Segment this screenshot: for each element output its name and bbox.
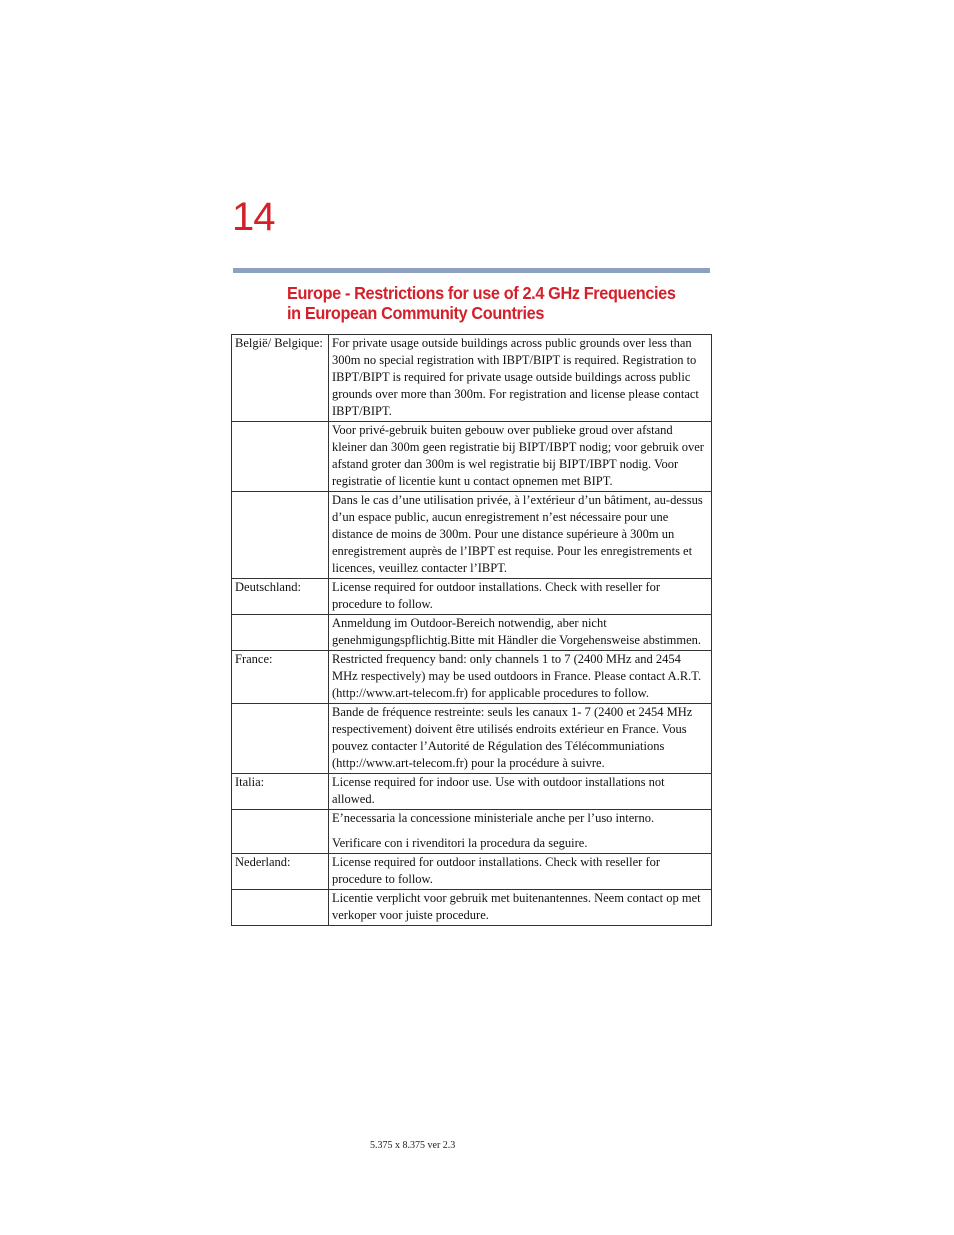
country-cell — [232, 615, 329, 651]
table-row — [232, 615, 712, 651]
regulation-text-cell — [329, 810, 712, 854]
country-cell: France: — [232, 651, 329, 704]
regulation-text-cell — [329, 579, 712, 615]
regulation-text: License required for indoor use. Use with outdoor installations not allowed. — [332, 775, 665, 806]
country-cell — [232, 422, 329, 492]
regulation-text-cell — [329, 704, 712, 774]
regulation-text: Bande de fréquence restreinte: seuls les canaux 1- 7 (2400 et 2454 MHz respectivement) doivent être utilisés endroits extérieur en France. Vous pouvez contacter l’Autorité de Régulation des Télécommuniations (http://www.art-telecom.fr) pour la procédure à suivre. — [332, 705, 693, 770]
regulation-text: Licentie verplicht voor gebruik met buitenantennes. Neem contact op met verkoper voor juiste procedure. — [332, 891, 701, 922]
regulation-text: License required for outdoor installations. Check with reseller for procedure to follow. — [332, 580, 661, 611]
regulation-text-cell — [329, 890, 712, 926]
country-cell: Italia: — [232, 774, 329, 810]
table-row — [232, 492, 712, 579]
country-cell — [232, 704, 329, 774]
country-cell: België/ Belgique: — [232, 335, 329, 422]
regulation-text-cell — [329, 651, 712, 704]
header-rule — [233, 268, 710, 273]
country-cell: Nederland: — [232, 854, 329, 890]
country-cell — [232, 492, 329, 579]
regulation-text: Anmeldung im Outdoor-Bereich notwendig, aber nicht genehmigungspflichtig.Bitte mit Händler die Vorgehensweise abstimmen. — [332, 616, 702, 647]
regulation-text: License required for outdoor installations. Check with reseller for procedure to follow. — [332, 855, 661, 886]
regulation-text: Verificare con i rivenditori la procedura da seguire. — [332, 836, 588, 850]
regulation-text-cell — [329, 774, 712, 810]
regulation-text: For private usage outside buildings across public grounds over less than 300m no special registration with IBPT/BIPT is required. Registration to IBPT/BIPT is required for private usage outside buildings across public grounds over more than 300m. For registration and license please contact IBPT/BIPT. — [332, 336, 699, 418]
regulation-text-cell — [329, 854, 712, 890]
regulation-text-cell — [329, 422, 712, 492]
regulation-text: Voor privé-gebruik buiten gebouw over publieke groud over afstand kleiner dan 300m geen registratie bij BIPT/IBPT nodig; voor gebruik over afstand groter dan 300m is wel registratie bij BIPT/IBPT nodig. Voor registratie of licentie kunt u contact opnemen met BIPT. — [332, 423, 704, 488]
country-cell: Deutschland: — [232, 579, 329, 615]
regulation-text-cell — [329, 335, 712, 422]
table-row — [232, 854, 712, 890]
table-row — [232, 810, 712, 854]
regulation-text-cell — [329, 492, 712, 579]
table-row — [232, 422, 712, 492]
table-row — [232, 890, 712, 926]
country-cell — [232, 810, 329, 854]
regulations-table — [231, 334, 712, 926]
regulation-text: Dans le cas d’une utilisation privée, à l’extérieur d’un bâtiment, au-dessus d’un espace public, aucun enregistrement n’est nécessaire pour une distance de moins de 300m. Pour une distance supérieure à 300m un enregistrement auprès de l’IBPT est requise. Pour les enregistrements et licences, veuillez contacter l’IBPT. — [332, 493, 703, 575]
page-number: 14 — [232, 195, 275, 239]
regulation-text: E’necessaria la concessione ministeriale anche per l’uso interno. — [332, 811, 655, 825]
section-heading: Europe - Restrictions for use of 2.4 GHz Frequencies in European Community Countries — [287, 283, 676, 323]
table-row — [232, 579, 712, 615]
regulation-text-cell — [329, 615, 712, 651]
country-cell — [232, 890, 329, 926]
table-row — [232, 651, 712, 704]
page-footer: 5.375 x 8.375 ver 2.3 — [370, 1140, 456, 1151]
table-row — [232, 774, 712, 810]
regulation-text: Restricted frequency band: only channels 1 to 7 (2400 MHz and 2454 MHz respectively) may be used outdoors in France. Please contact A.R.T. (http://www.art-telecom.fr) for applicable procedures to follow. — [332, 652, 702, 700]
table-row — [232, 704, 712, 774]
table-row — [232, 335, 712, 422]
